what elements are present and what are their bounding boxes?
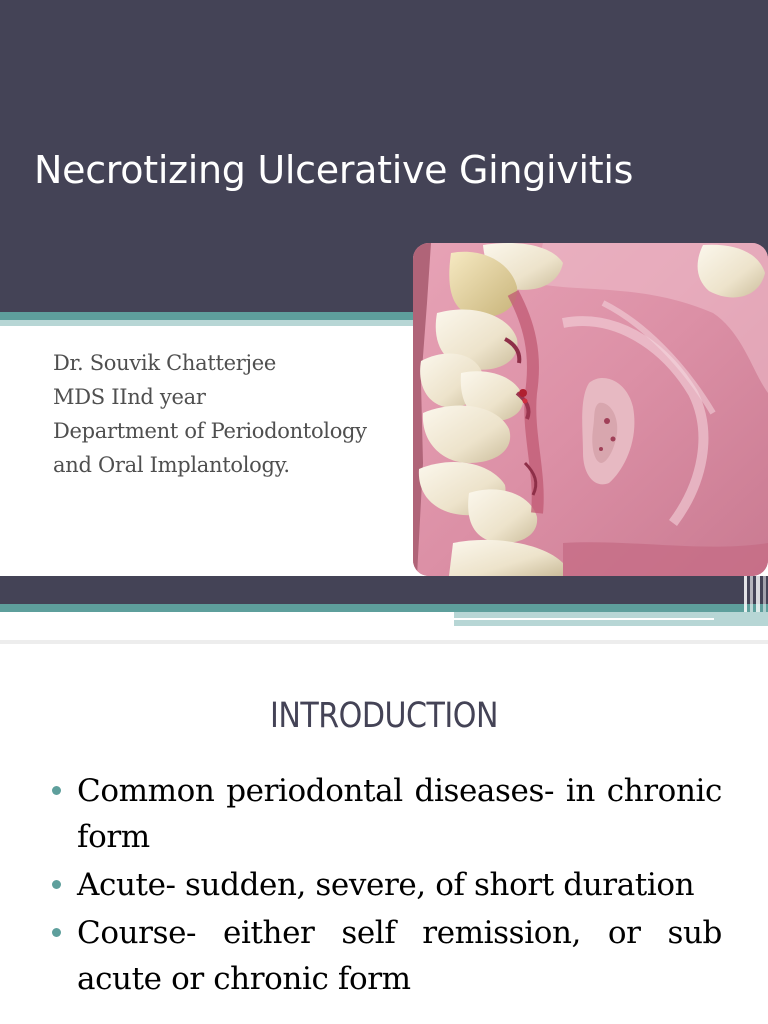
author-department: Department of Periodontology xyxy=(53,419,367,443)
bullet-dot-icon xyxy=(52,928,61,937)
author-degree: MDS IInd year xyxy=(53,385,206,409)
footer-rule-teal xyxy=(0,604,768,612)
bullet-dot-icon xyxy=(52,786,61,795)
bullet-text: Common periodontal diseases- in chronic form xyxy=(77,773,722,855)
bullet-item xyxy=(46,910,722,1002)
introduction-slide xyxy=(0,644,768,1024)
bullet-item xyxy=(46,862,722,908)
author-department-cont: and Oral Implantology. xyxy=(53,453,290,477)
header-rule-teal xyxy=(0,312,420,320)
author-name: Dr. Souvik Chatterjee xyxy=(53,351,276,375)
slide-heading: INTRODUCTION xyxy=(270,696,498,736)
footer-stripes-decoration xyxy=(742,576,768,612)
bullet-item xyxy=(46,768,722,860)
footer-rule-highlight xyxy=(454,618,714,620)
clinical-photo-gingiva-icon xyxy=(413,243,768,576)
bullet-text: Course- either self remission, or sub acute or chronic form xyxy=(77,915,722,997)
bullet-list xyxy=(46,768,722,1004)
clinical-photo xyxy=(413,243,768,576)
bullet-dot-icon xyxy=(52,880,61,889)
author-block xyxy=(53,346,367,482)
slide-footer-band xyxy=(0,576,768,604)
header-rule-light xyxy=(0,320,420,326)
slide-title: Necrotizing Ulcerative Gingivitis xyxy=(34,148,634,192)
bullet-text: Acute- sudden, severe, of short duration xyxy=(77,867,695,903)
